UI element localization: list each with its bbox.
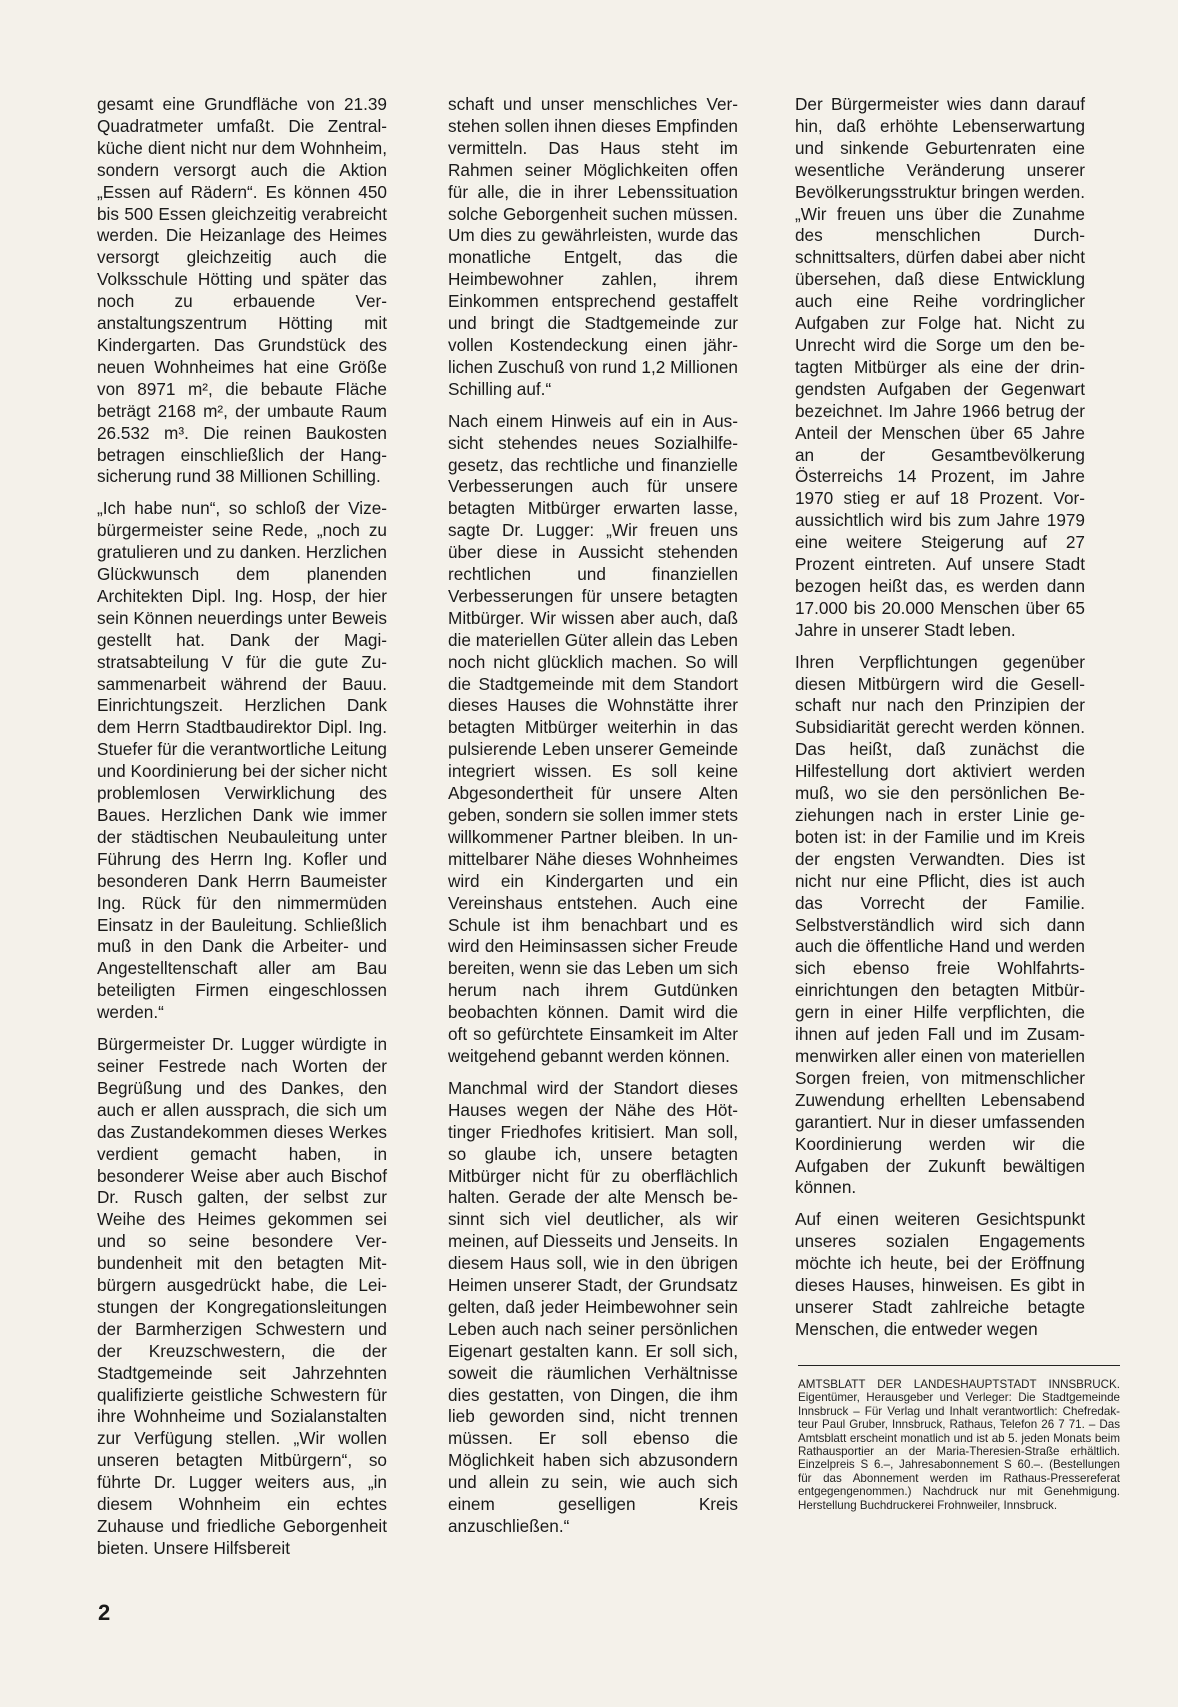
text-column-3	[795, 94, 1085, 1351]
paragraph: gesamt eine Grundfläche von 21.39 Quadratmeter umfaßt. Die Zentralküche dient nicht nur dem Wohnheim, sondern versorgt auch die Aktion „Essen auf Rädern“. Es können 450 bis 500 Essen gleichzeitig verabreicht werden. Die Heizanlage des Heimes versorgt gleichzeitig auch die Volksschule Hötting und später das noch zu erbauende Veranstaltungszentrum Hötting mit Kindergarten. Das Grundstück des neuen Wohnheimes hat eine Größe von 8971 m², die bebaute Fläche beträgt 2168 m², der umbaute Raum 26.532 m³. Die reinen Baukosten betragen einschließlich der Hangsicherung rund 38 Millionen Schilling.	[97, 94, 387, 487]
text-column-2	[448, 94, 738, 1548]
page-number: 2	[98, 1600, 111, 1625]
imprint: AMTSBLATT DER LANDESHAUPTSTADT INNSBRUCK. Eigentümer, Herausgeber und Verleger: Die Stadtgemeinde Innsbruck – Für Verlag und Inhalt verantwortlich: Chefredakteur Paul Gruber, Innsbruck, Rathaus, Telefon 26 7 71. – Das Amtsblatt erscheint monatlich und ist ab 5. jeden Monats beim Rathausportier an der Maria-Theresien-Straße erhältlich. Einzelpreis S 6.–, Jahresabonnement S 60.–. (Bestellungen für das Abonnement werden im Rathaus-Pressereferat entgegengenommen.) Nachdruck nur mit Genehmigung. Herstellung Buchdruckerei Frohnweiler, Innsbruck.	[798, 1378, 1120, 1512]
paragraph: Manchmal wird der Standort dieses Hauses wegen der Nähe des Höttinger Friedhofes kritisiert. Man soll, so glaube ich, unsere betagten Mitbürger nicht für zu oberflächlich halten. Gerade der alte Mensch besinnt sich viel deutlicher, als wir meinen, auf Diesseits und Jenseits. In diesem Haus soll, wie in den übrigen Heimen unserer Stadt, der Grundsatz gelten, daß jeder Heimbewohner sein Leben auch nach seiner persönlichen Eigenart gestalten kann. Er soll sich, soweit die räumlichen Verhältnisse dies gestatten, von Dingen, die ihm lieb geworden sind, nicht trennen müssen. Er soll ebenso die Möglichkeit haben sich abzusondern und allein zu sein, wie auch sich einem geselligen Kreis anzuschließen.“	[448, 1077, 738, 1536]
paragraph: Auf einen weiteren Gesichtspunkt unseres sozialen Engagements möchte ich heute, bei der Eröffnung dieses Hauses, hinweisen. Es gibt in unserer Stadt zahlreiche betagte Menschen, die entweder wegen	[795, 1209, 1085, 1339]
paragraph: Bürgermeister Dr. Lugger würdigte in seiner Festrede nach Worten der Begrüßung und des Dankes, den auch er allen aussprach, die sich um das Zustandekommen dieses Werkes verdient gemacht haben, in besonderer Weise aber auch Bischof Dr. Rusch galten, der selbst zur Weihe des Heimes gekommen sei und so seine besondere Verbundenheit mit den betagten Mitbürgern ausgedrückt habe, die Leistungen der Kongregationsleitungen der Barmherzigen Schwestern und der Kreuzschwestern, die der Stadtgemeinde seit Jahrzehnten qualifizierte geistliche Schwestern für ihre Wohnheime und Sozialanstalten zur Verfügung stellen. „Wir wollen unseren betagten Mitbürgern“, so führte Dr. Lugger weiters aus, „in diesem Wohnheim ein echtes Zuhause und friedliche Geborgenheit bieten. Unsere Hilfsbereit	[97, 1034, 387, 1558]
paragraph: „Ich habe nun“, so schloß der Vizebürgermeister seine Rede, „noch zu gratulieren und zu danken. Herzlichen Glückwunsch dem planenden Architekten Dipl. Ing. Hosp, der hier sein Können neuerdings unter Beweis gestellt hat. Dank der Magistratsabteilung V für die gute Zusammenarbeit während der Bauu. Einrichtungszeit. Herzlichen Dank dem Herrn Stadtbaudirektor Dipl. Ing. Stuefer für die verantwortliche Leitung und Koordinierung bei der sicher nicht problemlosen Verwirklichung des Baues. Herzlichen Dank wie immer der städtischen Neubauleitung unter Führung des Herrn Ing. Kofler und besonderen Dank Herrn Baumeister Ing. Rück für den nimmermüden Einsatz in der Bauleitung. Schließlich muß in den Dank die Arbeiter- und Angestelltenschaft aller am Bau beteiligten Firmen eingeschlossen werden.“	[97, 498, 387, 1023]
paragraph: schaft und unser menschliches Verstehen sollen ihnen dieses Empfinden vermitteln. Das Haus steht im Rahmen seiner Möglichkeiten offen für alle, die in ihrer Lebenssituation solche Geborgenheit suchen müssen. Um dies zu gewährleisten, wurde das monatliche Entgelt, das die Heimbewohner zahlen, ihrem Einkommen entsprechend gestaffelt und bringt die Stadtgemeinde zur vollen Kostendeckung einen jährlichen Zuschuß von rund 1,2 Millionen Schilling auf.“	[448, 94, 738, 399]
text-column-1	[97, 94, 387, 1570]
imprint-divider	[798, 1365, 1120, 1366]
paragraph: Nach einem Hinweis auf ein in Aussicht stehendes neues Sozialhilfegesetz, das rechtliche und finanzielle Verbesserungen auch für unsere betagten Mitbürger erwarten lasse, sagte Dr. Lugger: „Wir freuen uns über diese in Aussicht stehenden rechtlichen und finanziellen Verbesserungen für unsere betagten Mitbürger. Wir wissen aber auch, daß die materiellen Güter allein das Leben noch nicht glücklich machen. So will die Stadtgemeinde mit dem Standort dieses Hauses die Wohnstätte ihrer betagten Mitbürger weiterhin in das pulsierende Leben unserer Gemeinde integriert wissen. Es soll keine Abgesondertheit für unsere Alten geben, sondern sie sollen immer stets willkommener Partner bleiben. In unmittelbarer Nähe dieses Wohnheimes wird ein Kindergarten und ein Vereinshaus entstehen. Auch eine Schule ist ihm benachbart und es wird den Heiminsassen sicher Freude bereiten, wenn sie das Leben um sich herum nach ihrem Gutdünken beobachten können. Damit wird die oft so gefürchtete Einsamkeit im Alter weitgehend gebannt werden können.	[448, 410, 738, 1066]
paragraph: Ihren Verpflichtungen gegenüber diesen Mitbürgern wird die Gesellschaft nur nach den Prinzipien der Subsidiarität gerecht werden können. Das heißt, daß zunächst die Hilfestellung dort aktiviert werden muß, wo sie den persönlichen Beziehungen nach in erster Linie geboten ist: in der Familie und im Kreis der engsten Verwandten. Dies ist nicht nur eine Pflicht, dies ist auch das Vorrecht der Familie. Selbstverständlich wird sich dann auch die öffentliche Hand und werden sich ebenso freie Wohlfahrtseinrichtungen den betagten Mitbürgern in einer Hilfe verpflichten, die ihnen auf jeden Fall und im Zusammenwirken aller einen von materiellen Sorgen freien, von mitmenschlicher Zuwendung erhellten Lebensabend garantiert. Nur in dieser umfassenden Koordinierung werden wir die Aufgaben der Zukunft bewältigen können.	[795, 651, 1085, 1198]
paragraph: Der Bürgermeister wies dann darauf hin, daß erhöhte Lebenserwartung und sinkende Geburtenraten eine wesentliche Veränderung unserer Bevölkerungsstruktur bringen werden. „Wir freuen uns über die Zunahme des menschlichen Durchschnittsalters, dürfen dabei aber nicht übersehen, daß diese Entwicklung auch eine Reihe vordringlicher Aufgaben zur Folge hat. Nicht zu Unrecht wird die Sorge um den betagten Mitbürger als eine der dringendsten Aufgaben der Gegenwart bezeichnet. Im Jahre 1966 betrug der Anteil der Menschen über 65 Jahre an der Gesamtbevölkerung Österreichs 14 Prozent, im Jahre 1970 stieg er auf 18 Prozent. Voraussichtlich wird bis zum Jahre 1979 eine weitere Steigerung auf 27 Prozent eintreten. Auf unsere Stadt bezogen heißt das, es werden dann 17.000 bis 20.000 Menschen über 65 Jahre in unserer Stadt leben.	[795, 94, 1085, 640]
